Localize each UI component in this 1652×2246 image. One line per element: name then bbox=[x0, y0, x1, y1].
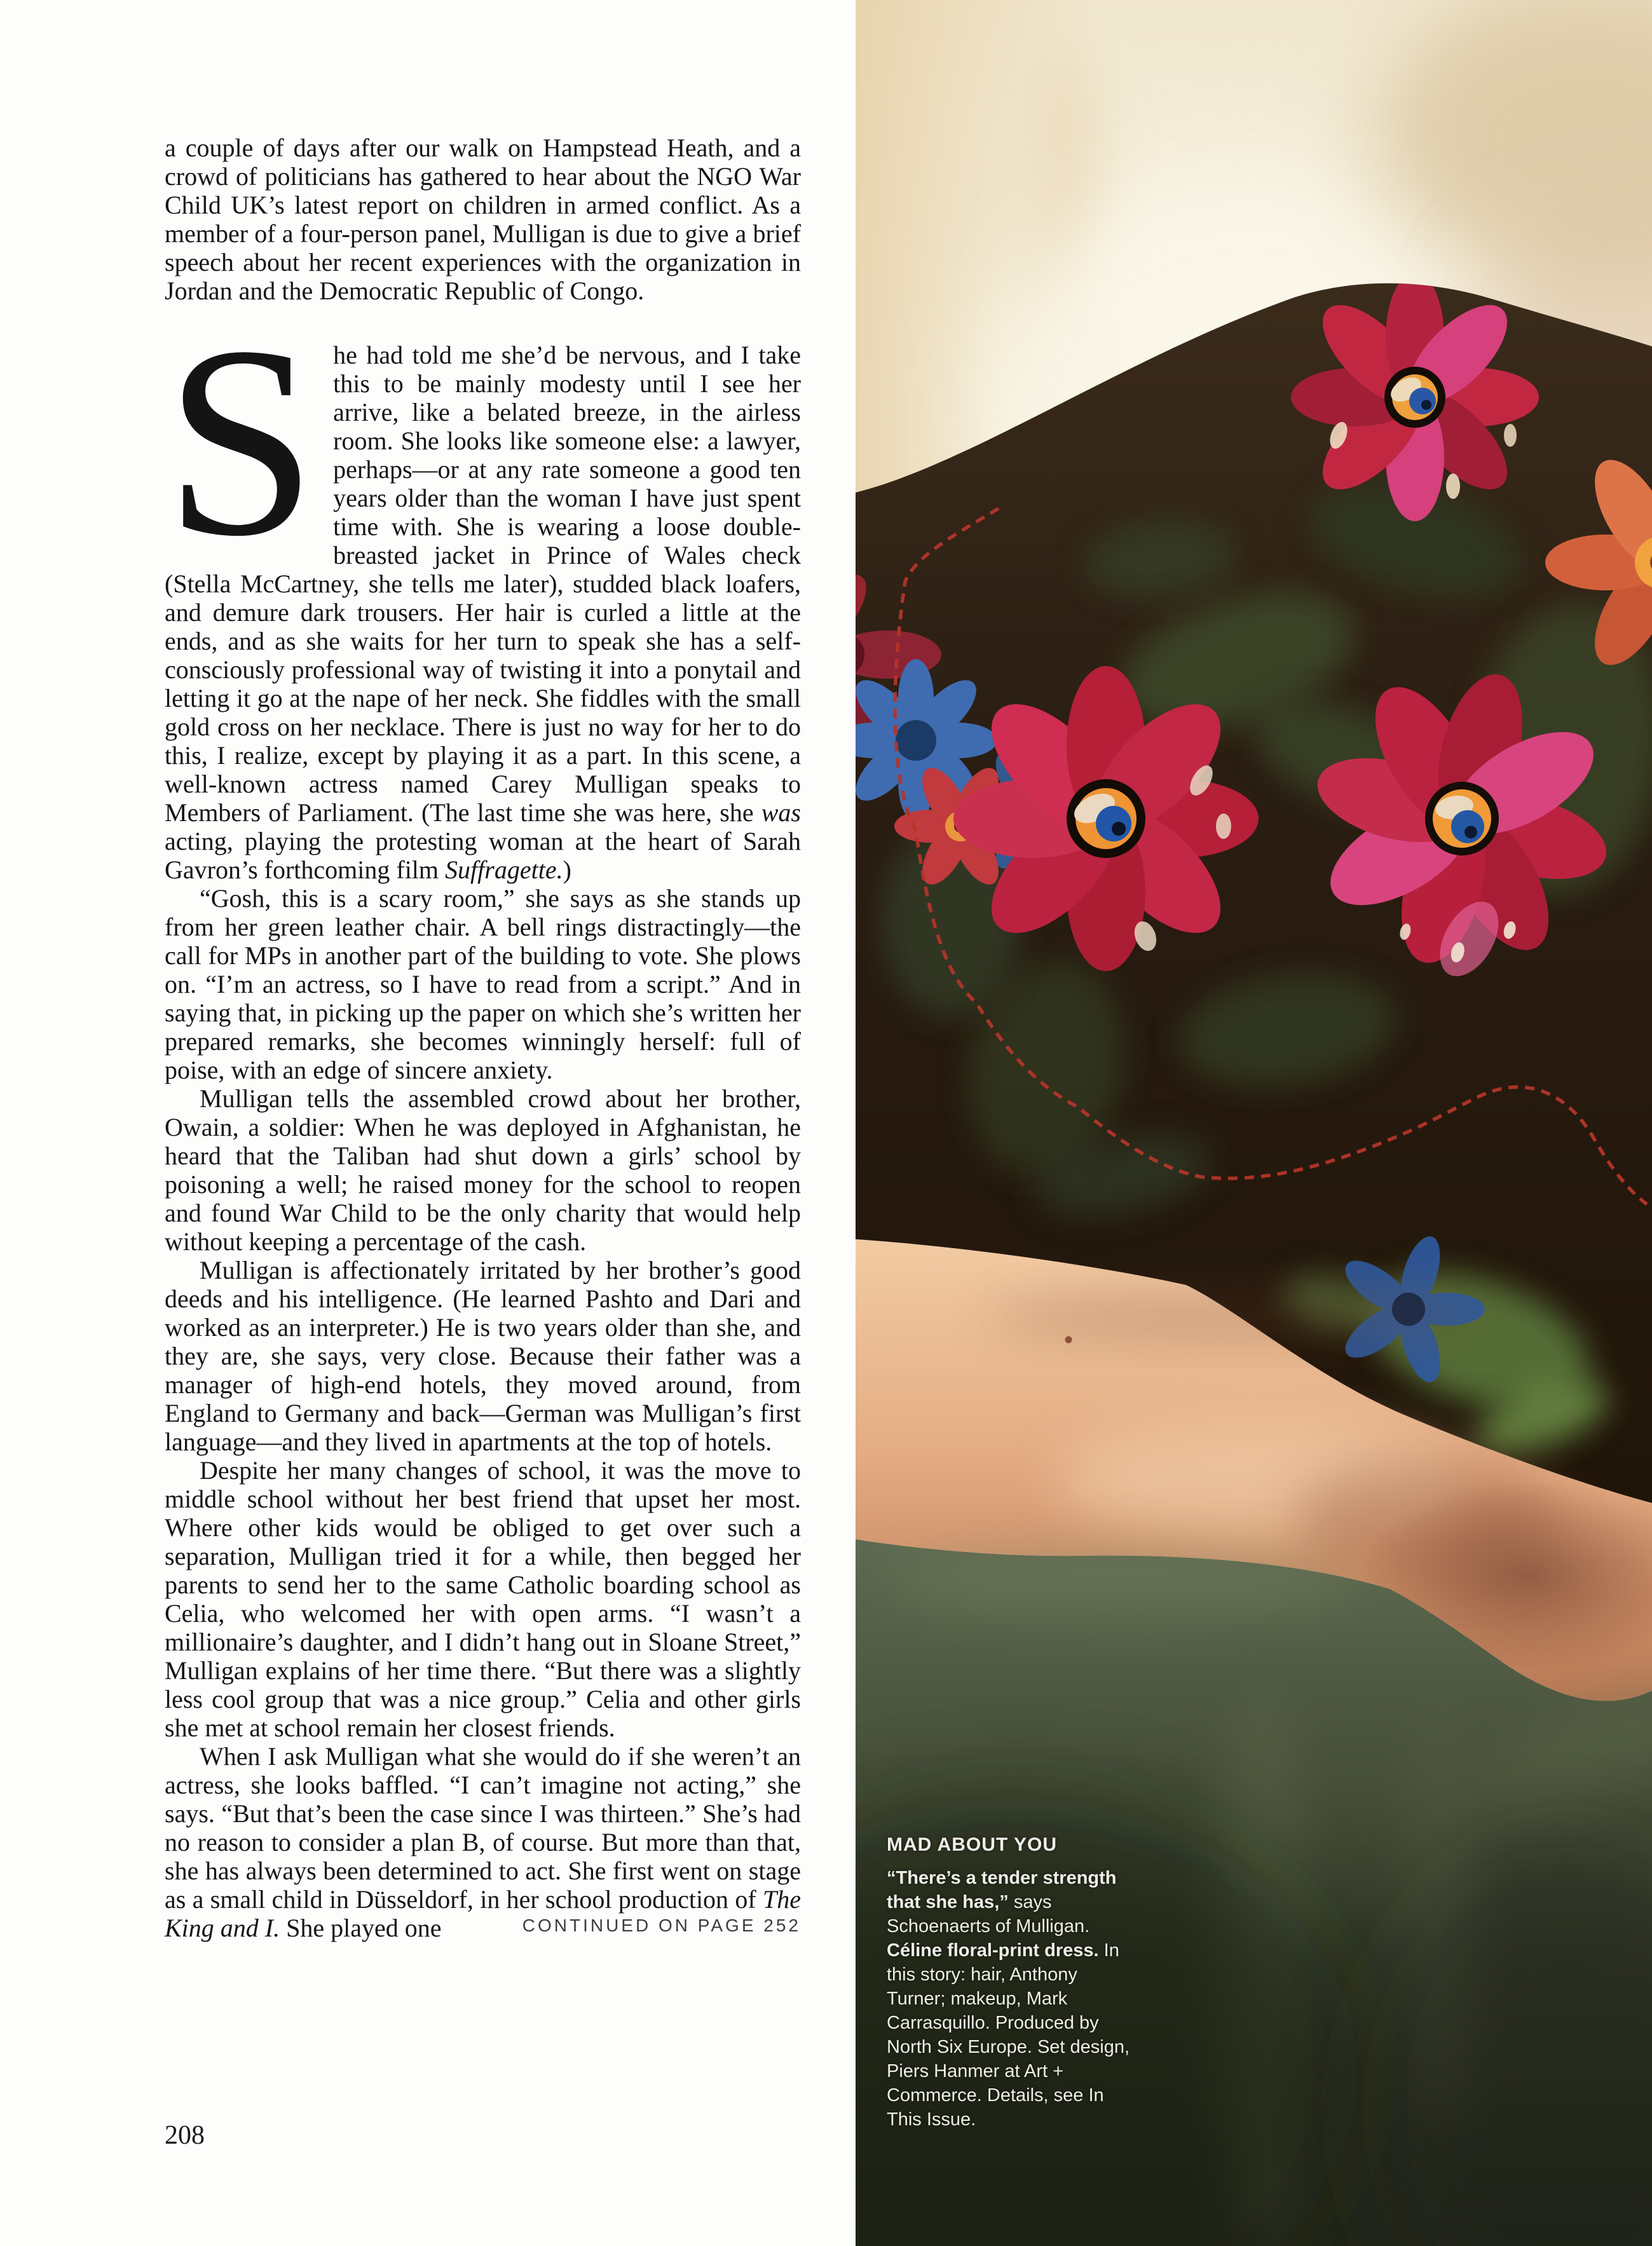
paragraph: Mulligan is affectionately irritated by her brother’s good deeds and his intelligence. (He learned Pashto and Dari and worked as an interpreter.) He is two years older than she, and they are, she says, very close. Because their father was a manager of high-end hotels, they moved around, from England to Germany and back—German was Mulligan’s first language—and they lived in apartments at the top of hotels. bbox=[165, 1256, 801, 1456]
paragraph: “Gosh, this is a scary room,” she says as she stands up from her green leather chair. A bell rings distractingly—the call for MPs in another part of the building to vote. She plows on. “I’m an actress, so I have to read from a script.” And in saying that, in picking up the paper on which she’s written her prepared remarks, she becomes winningly herself: full of poise, with an edge of sincere anxiety. bbox=[165, 884, 801, 1084]
paragraph: When I ask Mulligan what she would do if she weren’t an actress, she looks baffled. “I can’t imagine not acting,” she says. “But that’s been the case since I was thirteen.” She’s had no reason to consider a plan B, of course. But more than that, she has always been determined to act. She first went on stage as a small child in Düsseldorf, in her school production of The King and I. She played one CONTINUED ON PAGE 252 bbox=[165, 1742, 801, 1942]
paragraph: a couple of days after our walk on Hampstead Heath, and a crowd of politicians has gathered to hear about the NGO War Child UK’s latest report on children in armed conflict. As a member of a four-person panel, Mulligan is due to give a brief speech about her recent experiences with the organization in Jordan and the Democratic Republic of Congo. bbox=[165, 133, 801, 305]
page-number: 208 bbox=[165, 2121, 205, 2150]
arm-crease-shadow bbox=[983, 1295, 1491, 1336]
caption-body: “There’s a tender strength that she has,” says Schoenaerts of Mulligan. Céline floral-print dress. In this story: hair, Anthony Turner; makeup, Mark Carrasquillo. Produced by North Six Europe. Set design, Piers Hanmer at Art + Commerce. Details, see In This Issue. bbox=[887, 1868, 1130, 2130]
article-text bbox=[165, 133, 801, 1942]
paragraph: Mulligan tells the assembled crowd about her brother, Owain, a soldier: When he was deployed in Afghanistan, he heard that the Taliban had shut down a girls’ school by poisoning a well; he raised money for the school to reopen and found War Child to be the only charity that would help without keeping a percentage of the cash. bbox=[165, 1084, 801, 1256]
flower-red-top bbox=[1291, 273, 1539, 521]
caption-title: MAD ABOUT YOU bbox=[887, 1834, 1057, 1855]
continued-on-page-label: CONTINUED ON PAGE 252 bbox=[522, 1916, 801, 1935]
drop-cap: S bbox=[165, 290, 317, 593]
flower-red-large-left bbox=[953, 666, 1259, 971]
photo-caption bbox=[887, 1834, 1136, 2132]
blanket-top-light bbox=[881, 1548, 1364, 1617]
mole bbox=[1065, 1337, 1072, 1344]
paragraph: Despite her many changes of school, it was the move to middle school without her best friend that upset her most. Where other kids would be obliged to get over such a separation, Mulligan tried it for a while, then begged her parents to send her to the same Catholic boarding school as Celia, who welcomed her with open arms. “I wasn’t a millionaire’s daughter, and I didn’t hang out in Sloane Street,” Mulligan explains of her time there. “But there was a slightly less cool group that was a nice group.” Celia and other girls she met at school remain her closest friends. bbox=[165, 1456, 801, 1742]
paragraph: She had told me she’d be nervous, and I take this to be mainly modesty until I see her arrive, like a belated breeze, in the airless room. She looks like someone else: a lawyer, perhaps—or at any rate someone a good ten years older than the woman I have just spent time with. She is wearing a loose double-breasted jacket in Prince of Wales check (Stella McCartney, she tells me later), studded black loafers, and demure dark trousers. Her hair is curled a little at the ends, and as she waits for her turn to speak she has a self-consciously professional way of twisting it into a ponytail and letting it go at the nape of her neck. She fiddles with the small gold cross on her necklace. There is just no way for her to do this, I realize, except by playing it as a part. In this scene, a well-known actress named Carey Mulligan speaks to Members of Parliament. (The last time she was here, she was acting, playing the protesting woman at the heart of Sarah Gavron’s forthcoming film Suffragette.) bbox=[165, 290, 801, 884]
